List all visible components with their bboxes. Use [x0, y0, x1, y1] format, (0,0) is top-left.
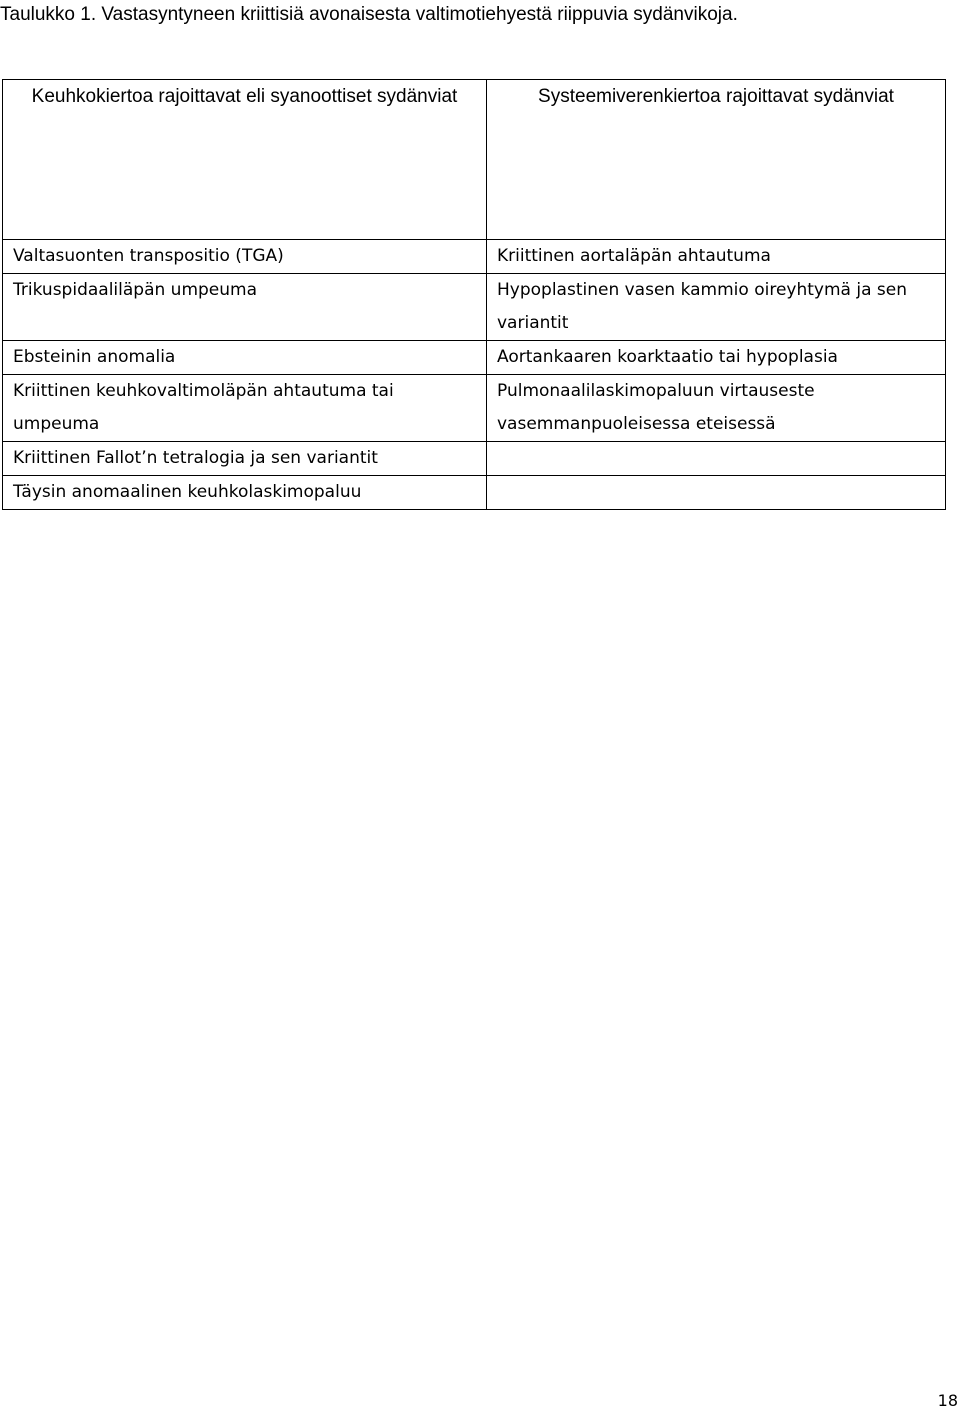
header-pulmonary-restricting: Keuhkokiertoa rajoittavat eli syanoottiset sydänviat	[3, 80, 487, 240]
table-cell: Pulmonaalilaskimopaluun virtauseste vasemmanpuoleisessa eteisessä	[487, 375, 946, 442]
table-header-row	[3, 80, 946, 240]
table-cell: Kriittinen Fallot’n tetralogia ja sen variantit	[3, 442, 487, 476]
page-number: 18	[937, 1391, 958, 1410]
table-cell: Trikuspidaaliläpän umpeuma	[3, 274, 487, 341]
table-row	[3, 442, 946, 476]
table-cell: Hypoplastinen vasen kammio oireyhtymä ja sen variantit	[487, 274, 946, 341]
table-row	[3, 476, 946, 510]
table-caption: Taulukko 1. Vastasyntyneen kriittisiä avonaisesta valtimotiehyestä riippuvia sydänvikoja.	[0, 4, 738, 25]
table-cell: Valtasuonten transpositio (TGA)	[3, 240, 487, 274]
header-systemic-restricting: Systeemiverenkiertoa rajoittavat sydänviat	[487, 80, 946, 240]
table-cell: Aortankaaren koarktaatio tai hypoplasia	[487, 341, 946, 375]
table-cell: Kriittinen aortaläpän ahtautuma	[487, 240, 946, 274]
table-cell-empty	[487, 476, 946, 510]
table-row	[3, 274, 946, 341]
heart-defects-table	[2, 79, 946, 510]
table-cell-empty	[487, 442, 946, 476]
table-cell: Ebsteinin anomalia	[3, 341, 487, 375]
table-row	[3, 375, 946, 442]
table-cell: Kriittinen keuhkovaltimoläpän ahtautuma tai umpeuma	[3, 375, 487, 442]
table-row	[3, 240, 946, 274]
table-cell: Täysin anomaalinen keuhkolaskimopaluu	[3, 476, 487, 510]
table-row	[3, 341, 946, 375]
